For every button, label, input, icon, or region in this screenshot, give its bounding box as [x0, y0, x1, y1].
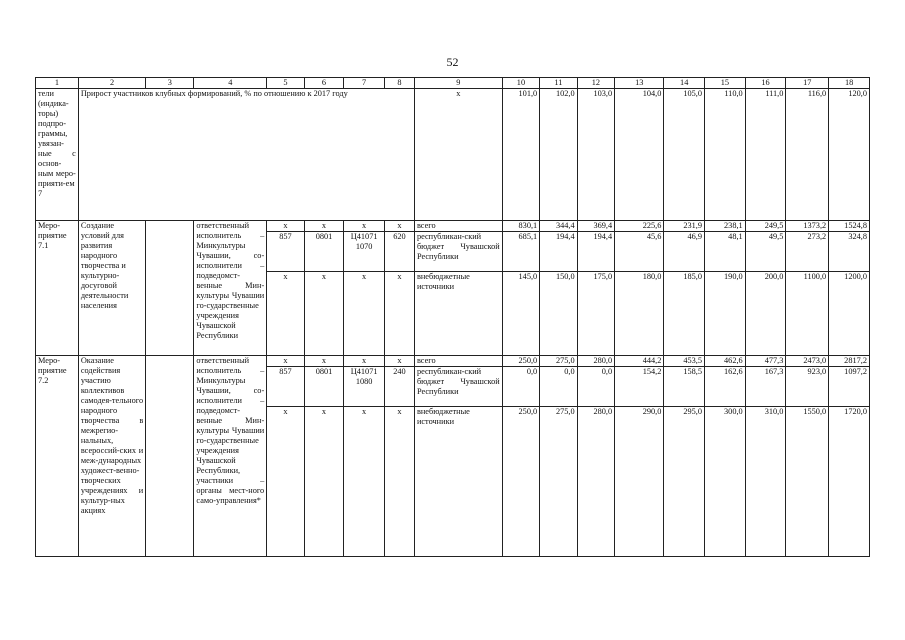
amount: 175,0: [577, 272, 614, 356]
amount: 1524,8: [829, 221, 870, 232]
target-code: x: [344, 407, 385, 557]
amount: 48,1: [705, 232, 746, 272]
col-header: 16: [745, 78, 786, 89]
indicator-value: 103,0: [577, 89, 614, 221]
amount: 280,0: [577, 407, 614, 557]
amount: 275,0: [540, 407, 577, 557]
expense-code: x: [384, 356, 414, 367]
indicator-value: 105,0: [664, 89, 705, 221]
amount: 45,6: [615, 232, 664, 272]
amount: 310,0: [745, 407, 786, 557]
target-code: x: [344, 221, 385, 232]
expense-code: x: [384, 221, 414, 232]
amount: 923,0: [786, 367, 829, 407]
amount: 154,2: [615, 367, 664, 407]
amount: 369,4: [577, 221, 614, 232]
col-header: 8: [384, 78, 414, 89]
col-header: 18: [829, 78, 870, 89]
amount: 158,5: [664, 367, 705, 407]
funding-source: внебюджетные источники: [414, 407, 502, 557]
amount: 275,0: [540, 356, 577, 367]
measure-responsible: ответственный исполнитель – Минкультуры Чувашии, со-исполнители – подведомст-венные Мин-культуры Чувашии го-сударственные учреждения Чувашской Республики, участники – органы мест-ного само-управления*: [194, 356, 267, 557]
amount: 250,0: [502, 356, 539, 367]
expense-code: x: [384, 272, 414, 356]
section-code: 0801: [304, 232, 344, 272]
indicator-value: 110,0: [705, 89, 746, 221]
amount: 1550,0: [786, 407, 829, 557]
amount: 46,9: [664, 232, 705, 272]
col-header: 17: [786, 78, 829, 89]
col-header: 7: [344, 78, 385, 89]
col-header: 9: [414, 78, 502, 89]
expense-code: 620: [384, 232, 414, 272]
column-number-row: [36, 78, 870, 89]
col-header: 11: [540, 78, 577, 89]
indicator-value: 120,0: [829, 89, 870, 221]
amount: 477,3: [745, 356, 786, 367]
amount: 1200,0: [829, 272, 870, 356]
gr-code: x: [267, 272, 304, 356]
amount: 1097,2: [829, 367, 870, 407]
amount: 162,6: [705, 367, 746, 407]
gr-code: x: [267, 221, 304, 232]
target-code: Ц41071 1070: [344, 232, 385, 272]
indicator-col9: x: [414, 89, 502, 221]
expense-code: x: [384, 407, 414, 557]
measure-id: Меро-приятие 7.1: [36, 221, 79, 356]
amount: 324,8: [829, 232, 870, 272]
amount: 295,0: [664, 407, 705, 557]
amount: 180,0: [615, 272, 664, 356]
amount: 2473,0: [786, 356, 829, 367]
col-header: 13: [615, 78, 664, 89]
funding-source: внебюджетные источники: [414, 272, 502, 356]
amount: 150,0: [540, 272, 577, 356]
target-code: x: [344, 356, 385, 367]
page-number: 52: [446, 55, 459, 69]
amount: 830,1: [502, 221, 539, 232]
amount: 462,6: [705, 356, 746, 367]
amount: 249,5: [745, 221, 786, 232]
table-row: [36, 221, 870, 232]
amount: 453,5: [664, 356, 705, 367]
expense-code: 240: [384, 367, 414, 407]
amount: 300,0: [705, 407, 746, 557]
indicator-value: 102,0: [540, 89, 577, 221]
amount: 280,0: [577, 356, 614, 367]
col-header: 15: [705, 78, 746, 89]
indicator-value: 104,0: [615, 89, 664, 221]
col-header: 1: [36, 78, 79, 89]
amount: 344,4: [540, 221, 577, 232]
gr-code: x: [267, 407, 304, 557]
section-code: x: [304, 356, 344, 367]
amount: 1100,0: [786, 272, 829, 356]
amount: 238,1: [705, 221, 746, 232]
measure-responsible: ответственный исполнитель – Минкультуры Чувашии, со-исполнители – подведомст-венные Мин-культуры Чувашии го-сударственные учреждения Чувашской Республики: [194, 221, 267, 356]
gr-code: 857: [267, 232, 304, 272]
amount: 185,0: [664, 272, 705, 356]
amount: 167,3: [745, 367, 786, 407]
col-header: 12: [577, 78, 614, 89]
indicator-row: [36, 89, 870, 221]
empty-cell: [146, 221, 194, 356]
amount: 0,0: [540, 367, 577, 407]
amount: 2817,2: [829, 356, 870, 367]
program-table: [35, 77, 870, 557]
amount: 190,0: [705, 272, 746, 356]
amount: 200,0: [745, 272, 786, 356]
col-header: 10: [502, 78, 539, 89]
target-code: Ц41071 1080: [344, 367, 385, 407]
indicator-text: Прирост участников клубных формирований, % по отношению к 2017 году: [78, 89, 414, 221]
measure-name: Оказание содействия участию коллективов самодея-тельного народного творчества в межрегио-нальных, всероссий-ских и меж-дународных художест-венно-творческих учреждениях и культур-ных акциях: [78, 356, 145, 557]
indicator-label: тели (индика-торы) подпро-граммы, увязан-ные с основ-ным меро-прияти-ем 7: [36, 89, 79, 221]
col-header: 5: [267, 78, 304, 89]
gr-code: x: [267, 356, 304, 367]
empty-cell: [146, 356, 194, 557]
amount: 194,4: [540, 232, 577, 272]
target-code: x: [344, 272, 385, 356]
amount: 685,1: [502, 232, 539, 272]
indicator-value: 101,0: [502, 89, 539, 221]
funding-source: всего: [414, 221, 502, 232]
amount: 49,5: [745, 232, 786, 272]
amount: 273,2: [786, 232, 829, 272]
funding-source: республикан-ский бюджет Чувашской Республики: [414, 367, 502, 407]
section-code: x: [304, 272, 344, 356]
section-code: x: [304, 221, 344, 232]
amount: 194,4: [577, 232, 614, 272]
gr-code: 857: [267, 367, 304, 407]
col-header: 14: [664, 78, 705, 89]
amount: 225,6: [615, 221, 664, 232]
amount: 1720,0: [829, 407, 870, 557]
amount: 0,0: [577, 367, 614, 407]
amount: 0,0: [502, 367, 539, 407]
measure-name: Создание условий для развития народного творчества и культурно-досуговой деятельности населения: [78, 221, 145, 356]
amount: 145,0: [502, 272, 539, 356]
amount: 1373,2: [786, 221, 829, 232]
amount: 290,0: [615, 407, 664, 557]
indicator-value: 111,0: [745, 89, 786, 221]
col-header: 3: [146, 78, 194, 89]
funding-source: всего: [414, 356, 502, 367]
table-row: [36, 356, 870, 367]
indicator-value: 116,0: [786, 89, 829, 221]
funding-source: республикан-ский бюджет Чувашской Республики: [414, 232, 502, 272]
amount: 250,0: [502, 407, 539, 557]
col-header: 6: [304, 78, 344, 89]
measure-id: Меро-приятие 7.2: [36, 356, 79, 557]
col-header: 4: [194, 78, 267, 89]
amount: 231,9: [664, 221, 705, 232]
section-code: 0801: [304, 367, 344, 407]
section-code: x: [304, 407, 344, 557]
amount: 444,2: [615, 356, 664, 367]
col-header: 2: [78, 78, 145, 89]
